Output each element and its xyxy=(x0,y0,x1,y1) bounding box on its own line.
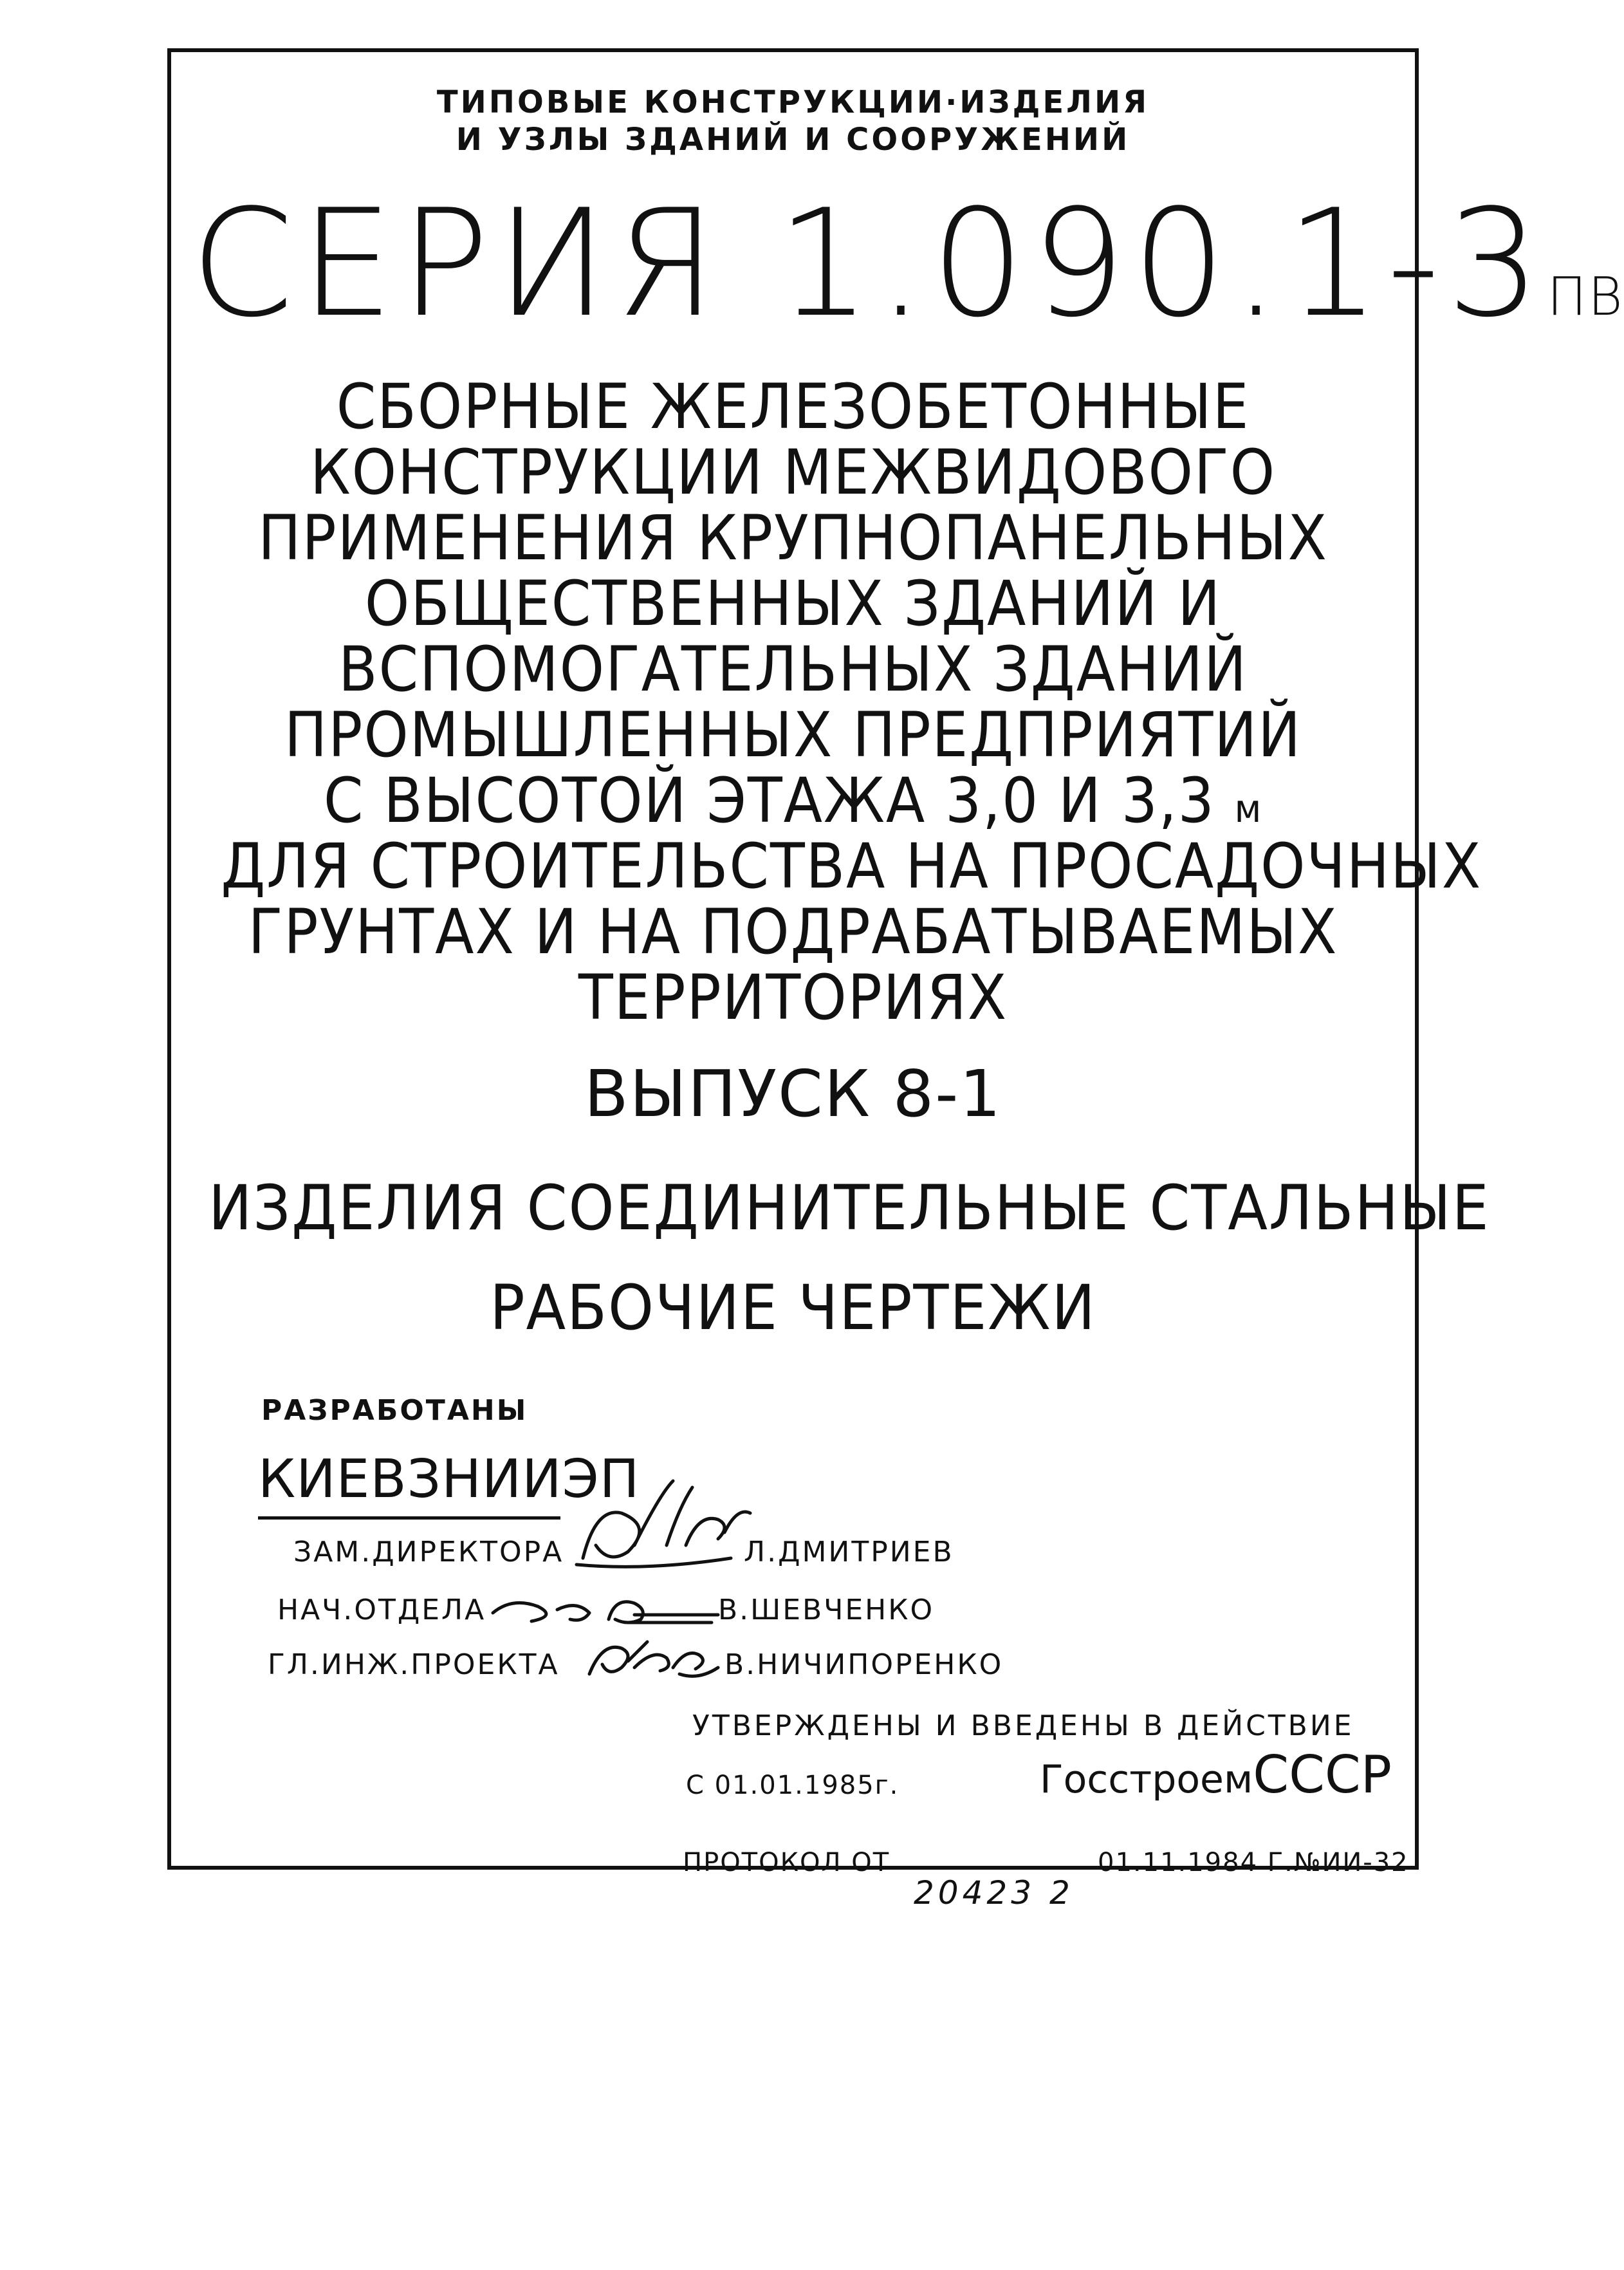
header-line-1: ТИПОВЫЕ КОНСТРУКЦИИ·ИЗДЕЛИЯ xyxy=(436,84,1150,120)
title-line-6: ПРОМЫШЛЕННЫХ ПРЕДПРИЯТИЙ xyxy=(284,699,1302,771)
approval-authority-main: СССР xyxy=(1253,1745,1392,1805)
protocol-label: ПРОТОКОЛ ОТ xyxy=(683,1848,890,1877)
staff-name-1: Л.ДМИТРИЕВ xyxy=(744,1536,954,1568)
effective-date: С 01.01.1985г. xyxy=(686,1771,900,1800)
protocol-reference: 01.11.1984 Г.№ИИ-32 xyxy=(1098,1848,1409,1877)
staff-name-2: В.ШЕВЧЕНКО xyxy=(718,1594,935,1626)
handwritten-number: 20423 2 xyxy=(914,1874,1074,1912)
title-line-2: КОНСТРУКЦИИ МЕЖВИДОВОГО xyxy=(310,436,1276,508)
title-line-4: ОБЩЕСТВЕННЫХ ЗДАНИЙ И xyxy=(364,568,1222,640)
series-number: СЕРИЯ 1.090.1-3 xyxy=(190,178,1547,350)
developer-org: КИЕВЗНИИЭП xyxy=(258,1449,640,1510)
signature-deputy-director xyxy=(570,1468,763,1577)
subtitle-line-2: РАБОЧИЕ ЧЕРТЕЖИ xyxy=(490,1272,1096,1344)
signature-department-head xyxy=(486,1584,724,1635)
approval-text: УТВЕРЖДЕНЫ И ВВЕДЕНЫ В ДЕЙСТВИЕ xyxy=(692,1709,1354,1742)
height-unit: м xyxy=(1234,786,1263,832)
title-line-9: ГРУНТАХ И НА ПОДРАБАТЫВАЕМЫХ xyxy=(248,896,1338,968)
signature-chief-engineer xyxy=(583,1629,724,1687)
series-designation xyxy=(190,178,1624,350)
staff-name-3: В.НИЧИПОРЕНКО xyxy=(724,1648,1004,1681)
staff-role-1: ЗАМ.ДИРЕКТОРА xyxy=(293,1536,564,1568)
org-underline xyxy=(258,1516,560,1520)
subtitle-line-1: ИЗДЕЛИЯ СОЕДИНИТЕЛЬНЫЕ СТАЛЬНЫЕ xyxy=(208,1172,1490,1244)
title-line-8: ДЛЯ СТРОИТЕЛЬСТВА НА ПРОСАДОЧНЫХ xyxy=(221,830,1482,902)
developed-by-label: РАЗРАБОТАНЫ xyxy=(261,1394,528,1427)
title-line-10: ТЕРРИТОРИЯХ xyxy=(578,962,1008,1034)
title-line-1: СБОРНЫЕ ЖЕЛЕЗОБЕТОННЫЕ xyxy=(336,371,1250,443)
staff-role-3: ГЛ.ИНЖ.ПРОЕКТА xyxy=(268,1648,560,1681)
header-line-2: И УЗЛЫ ЗДАНИЙ И СООРУЖЕНИЙ xyxy=(456,122,1130,158)
title-page-frame xyxy=(167,48,1624,1877)
title-line-5: ВСПОМОГАТЕЛЬНЫХ ЗДАНИЙ xyxy=(338,633,1248,705)
title-line-3: ПРИМЕНЕНИЯ КРУПНОПАНЕЛЬНЫХ xyxy=(258,502,1328,574)
staff-role-2: НАЧ.ОТДЕЛА xyxy=(277,1594,486,1626)
issue-number: ВЫПУСК 8-1 xyxy=(584,1056,1002,1131)
approval-authority-lead: Госстроем xyxy=(1040,1757,1253,1802)
series-suffix: ПВ xyxy=(1547,266,1624,328)
title-line-7: С ВЫСОТОЙ ЭТАЖА 3,0 И 3,3 xyxy=(323,765,1215,837)
